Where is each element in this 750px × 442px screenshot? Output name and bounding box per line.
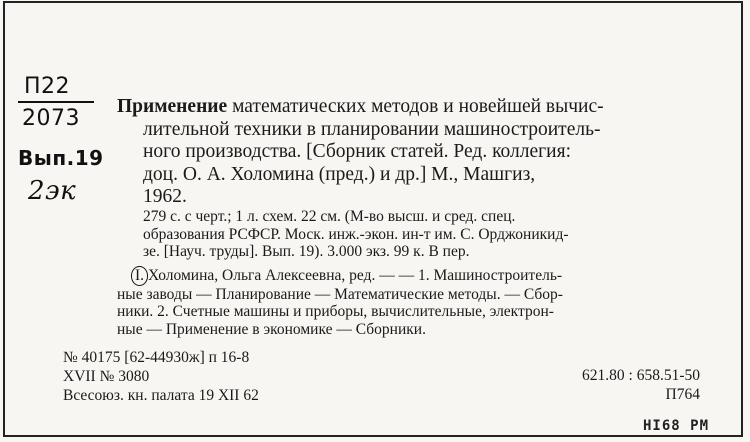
call-number-class: П22 [24,74,71,99]
copies-note: 2эк [28,176,77,206]
card-footer-right [540,366,700,404]
tracings-line-3: ники. 2. Счетные машины и приборы, вычислительные, электрон- [117,303,554,320]
call-number-rule [18,101,94,103]
collation-note [143,208,703,261]
card-number: № 40175 [62-44930ж] п 16-8 [63,349,250,366]
main-entry-title-word: Применение [117,96,228,117]
main-entry [117,96,707,209]
main-entry-line-2: лительной техники в планировании машиностроитель- [143,118,601,140]
tracings-line-2: ные заводы — Планирование — Математические методы. — Сбор- [117,285,563,303]
main-entry-line-5: 1962. [143,186,187,207]
publisher-chamber: Всесоюз. кн. палата 19 XII 62 [63,387,259,404]
main-entry-line-1-rest: математических методов и новейшей вычис- [227,96,604,117]
library-stamp: НІ68 РМ [643,418,710,434]
tracings-first-line: Холомина, Ольга Алексеевна, ред. — — 1. Машиностроитель- [148,267,563,284]
author-mark: П764 [665,386,700,403]
main-entry-line-1 [117,96,707,119]
collation-line-1: 279 с. с черт.; 1 л. схем. 22 см. (М-во высш. и сред. спец. [143,208,516,225]
tracings [117,266,707,338]
tracings-line-1 [117,266,707,286]
call-number-issue: Вып.19 [18,146,104,170]
card-footer-left [63,348,259,405]
main-entry-line-4: доц. О. А. Холомина (пред.) и др.] М., Машгиз, [143,163,536,185]
roman-numeral-circled: I. [131,266,148,286]
collation-line-3: зе. [Науч. труды]. Вып. 19). 3.000 экз. 99 к. В пер. [143,243,470,260]
collation-line-2: образования РСФСР. Моск. инж.-экон. ин-т им. С. Орджоникид- [143,225,569,243]
registry-number: XVII № 3080 [63,368,150,385]
udc-code: 621.80 : 658.51-50 [582,367,700,384]
call-number-item: 2073 [22,106,80,131]
tracings-line-4: ные — Применение в экономике — Сборники. [117,320,426,338]
main-entry-line-3: ного производства. [Сборник статей. Ред. коллегия: [143,141,571,162]
